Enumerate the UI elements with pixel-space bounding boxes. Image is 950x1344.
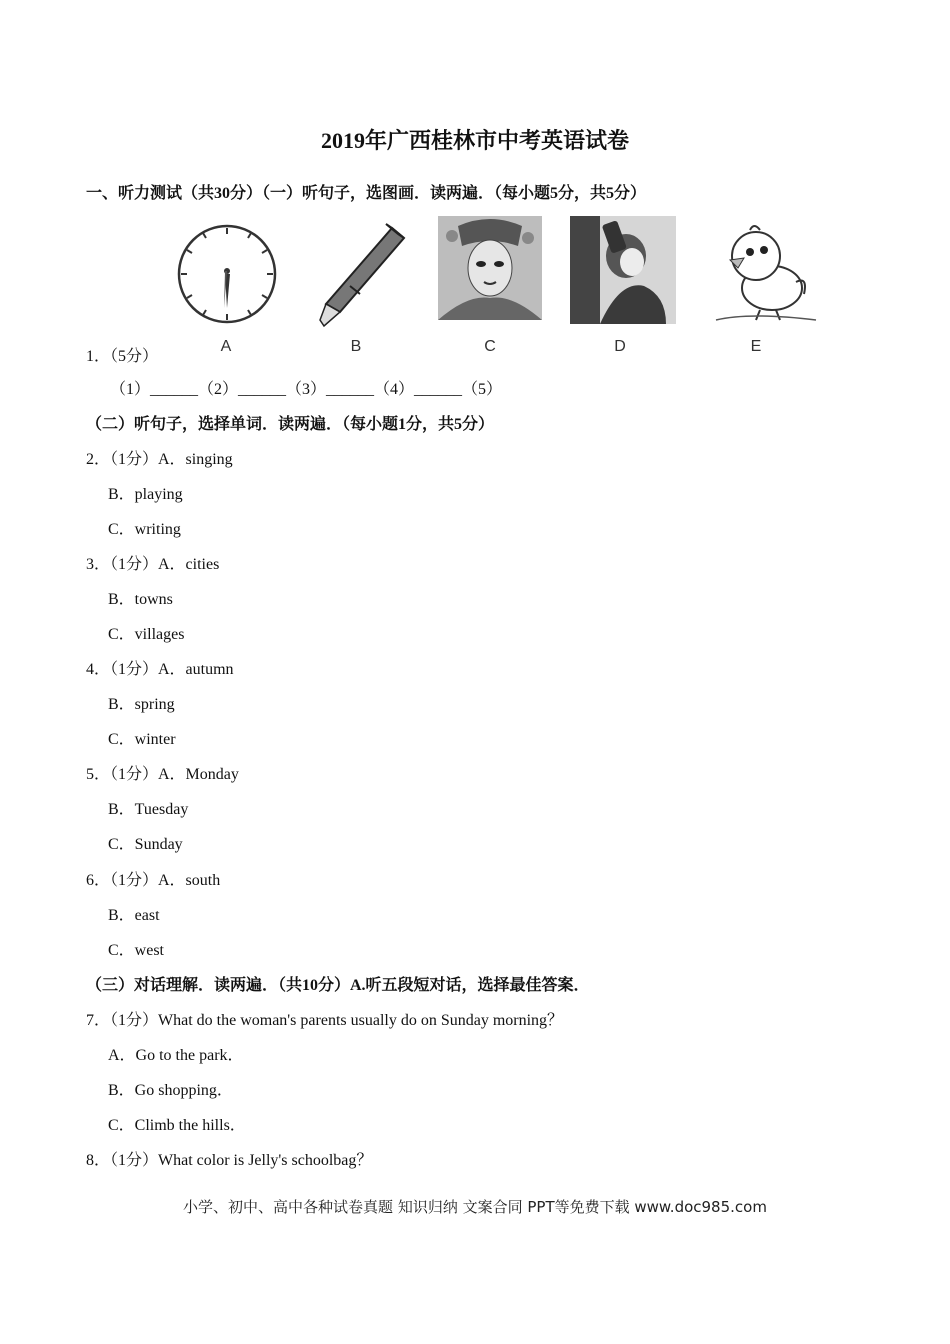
question-3-option-c: C．villages xyxy=(108,626,185,643)
section-1-header: 一、听力测试（共30分）（一）听句子，选图画．读两遍．（每小题5分，共5分） xyxy=(86,185,647,202)
section-2-header: （二）听句子，选择单词．读两遍．（每小题1分，共5分） xyxy=(86,416,495,433)
question-7-option-a: A．Go to the park． xyxy=(108,1047,244,1064)
picture-label-a: A xyxy=(220,338,232,355)
pen-icon xyxy=(300,216,412,328)
page-footer: 小学、初中、高中各种试卷真题 知识归纳 文案合同 PPT等免费下载 www.doc985.com xyxy=(183,1198,767,1216)
picture-row xyxy=(170,216,820,356)
question-4-option-b: B．spring xyxy=(108,696,175,713)
picture-label-d: D xyxy=(614,338,626,355)
clock-icon xyxy=(170,216,282,328)
question-6-option-b: B．east xyxy=(108,907,160,924)
page-title: 2019年广西桂林市中考英语试卷 xyxy=(320,128,629,153)
question-5-stem: 5．（1分）A．Monday xyxy=(86,766,239,783)
question-7-stem: 7．（1分）What do the woman's parents usually do on Sunday morning？ xyxy=(86,1012,564,1029)
question-1-blanks: （1）______（2）______（3）______（4）______（5） xyxy=(110,381,503,398)
question-2-stem: 2．（1分）A．singing xyxy=(86,451,233,468)
question-3-option-b: B．towns xyxy=(108,591,173,608)
question-6-option-c: C．west xyxy=(108,942,165,959)
chick-icon xyxy=(710,216,822,328)
picture-label-c: C xyxy=(484,338,496,355)
child-drinking-photo xyxy=(570,216,676,324)
question-2-option-b: B．playing xyxy=(108,486,183,503)
question-6-stem: 6．（1分）A．south xyxy=(86,872,221,889)
question-4-stem: 4．（1分）A．autumn xyxy=(86,661,234,678)
question-8-stem: 8．（1分）What color is Jelly's schoolbag？ xyxy=(86,1152,373,1169)
question-3-stem: 3．（1分）A．cities xyxy=(86,556,220,573)
question-4-option-c: C．winter xyxy=(108,731,176,748)
picture-label-b: B xyxy=(350,338,362,355)
question-5-option-b: B．Tuesday xyxy=(108,801,189,818)
question-5-option-c: C．Sunday xyxy=(108,836,183,853)
question-1-stem: 1．（5分） xyxy=(86,348,159,365)
question-7-option-c: C．Climb the hills． xyxy=(108,1117,246,1134)
opera-face-photo xyxy=(438,216,542,320)
section-3-header: （三）对话理解．读两遍．（共10分）A.听五段短对话，选择最佳答案． xyxy=(86,977,590,994)
question-7-option-b: B．Go shopping． xyxy=(108,1082,233,1099)
picture-label-e: E xyxy=(750,338,762,355)
question-2-option-c: C．writing xyxy=(108,521,181,538)
